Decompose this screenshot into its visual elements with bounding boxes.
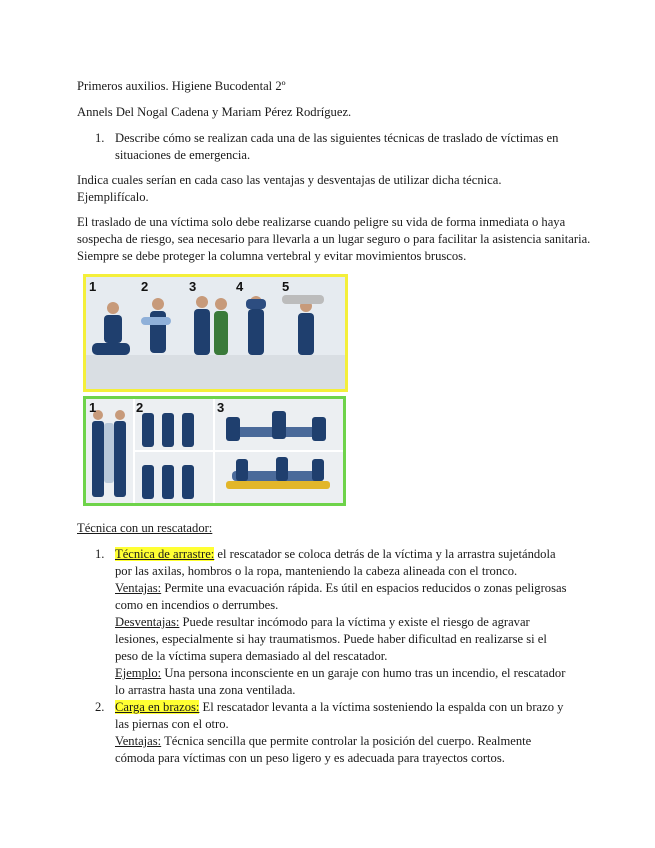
- instructions-paragraph: [77, 172, 607, 206]
- figure-label-1: 1: [89, 279, 97, 294]
- ejemplo-line-1: [115, 665, 587, 682]
- document-title: Primeros auxilios. Higiene Bucodental 2º: [77, 79, 286, 93]
- intro-line-2: sospecha de riesgo, sea necesario para llevarla a un lugar seguro o para facilitar la asistencia sanitaria.: [77, 232, 591, 246]
- ventajas-label: Ventajas:: [115, 581, 162, 595]
- desventajas-label: Desventajas:: [115, 615, 180, 629]
- ventajas-label: Ventajas:: [115, 734, 162, 748]
- desventajas-line-2: lesiones, especialmente si hay traumatismos. Puede haber dificultad en realizarse si el: [115, 632, 547, 646]
- section-title: [77, 520, 607, 537]
- authors-line: Annels Del Nogal Cadena y Mariam Pérez Rodríguez.: [77, 105, 352, 119]
- ejemplo-label: Ejemplo:: [115, 666, 162, 680]
- ventajas-line-1: [115, 580, 587, 597]
- desventajas-text: Puede resultar incómodo para la víctima y existe el riesgo de agravar: [179, 615, 530, 629]
- technique-number: 1.: [95, 547, 105, 561]
- question-number: 1.: [95, 131, 105, 145]
- technique-body: [115, 699, 587, 767]
- desventajas-line-1: [115, 614, 587, 631]
- ventajas-text: Permite una evacuación rápida. Es útil en espacios reducidos o zonas peligrosas: [161, 581, 567, 595]
- ventajas-line-2: cómoda para víctimas con un peso ligero y es adecuada para trayectos cortos.: [115, 751, 505, 765]
- figure-label-4: 4: [236, 279, 244, 294]
- technique-description: el rescatador se coloca detrás de la víctima y la arrastra sujetándola: [214, 547, 556, 561]
- single-rescuer-figure: [83, 274, 348, 392]
- question-text: [115, 130, 587, 164]
- intro-line-3: Siempre se debe proteger la columna vertebral y evitar movimientos bruscos.: [77, 249, 467, 263]
- figure-label-1: 1: [89, 400, 97, 415]
- figure-label-3: 3: [189, 279, 197, 294]
- figure-label-5: 5: [282, 279, 290, 294]
- question-line-1: Describe cómo se realizan cada una de las siguientes técnicas de traslado de víctimas en: [115, 131, 559, 145]
- technique-number: 2.: [95, 700, 105, 714]
- technique-description: El rescatador levanta a la víctima sosteniendo la espalda con un brazo y: [199, 700, 564, 714]
- technique-body: [115, 546, 587, 699]
- technique-name: Técnica de arrastre:: [115, 547, 215, 561]
- ventajas-line-2: como en incendios o derrumbes.: [115, 598, 279, 612]
- ejemplo-line-2: lo arrastra hasta una zona ventilada.: [115, 683, 296, 697]
- intro-paragraph: [77, 214, 607, 265]
- technique-description-line-2: las piernas con el otro.: [115, 717, 229, 731]
- section-title-text: Técnica con un rescatador:: [77, 521, 213, 535]
- single-rescuer-illustration: [86, 277, 345, 389]
- desventajas-line-3: peso de la víctima supera demasiado al del rescatador.: [115, 649, 388, 663]
- figure-label-3: 3: [217, 400, 225, 415]
- ventajas-line-1: [115, 733, 587, 750]
- instructions-line-1: Indica cuales serían en cada caso las ventajas y desventajas de utilizar dicha técnica.: [77, 173, 502, 187]
- technique-description-line-2: por las axilas, hombros o la ropa, manteniendo la cabeza alineada con el tronco.: [115, 564, 518, 578]
- multiple-rescuer-illustration: [86, 399, 343, 503]
- ejemplo-text: Una persona inconsciente en un garaje con humo tras un incendio, el rescatador: [161, 666, 566, 680]
- figure-label-2: 2: [141, 279, 149, 294]
- technique-line-1: [115, 699, 587, 716]
- intro-line-1: El traslado de una víctima solo debe realizarse cuando peligre su vida de forma inmediata o haya: [77, 215, 566, 229]
- ventajas-text: Técnica sencilla que permite controlar la posición del cuerpo. Realmente: [161, 734, 532, 748]
- multiple-rescuer-figure: [83, 396, 346, 506]
- technique-name: Carga en brazos:: [115, 700, 200, 714]
- question-line-2: situaciones de emergencia.: [115, 148, 251, 162]
- technique-line-1: [115, 546, 587, 563]
- instructions-line-2: Ejemplifícalo.: [77, 190, 149, 204]
- figure-label-2: 2: [136, 400, 144, 415]
